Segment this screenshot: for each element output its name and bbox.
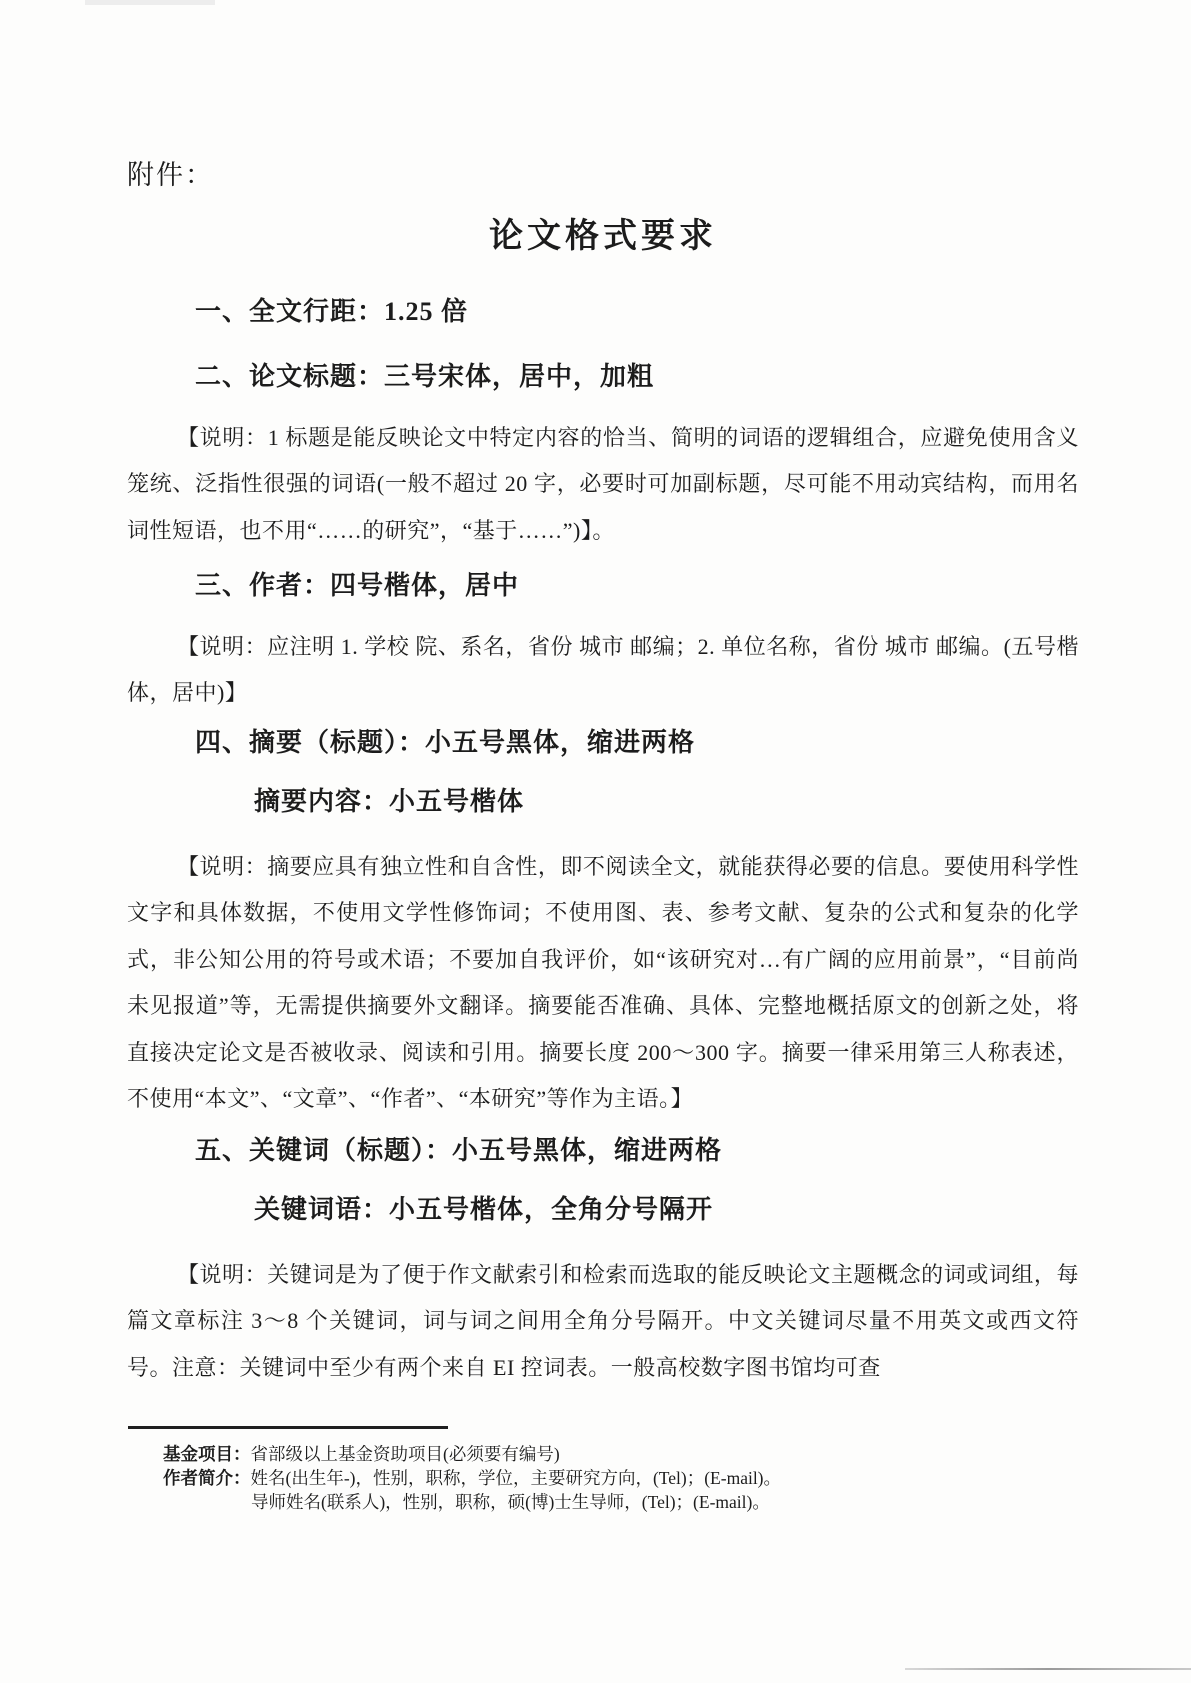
footnote-author-bio-row	[127, 1467, 1079, 1490]
section-1-heading-line-spacing: 一、全文行距：1.25 倍	[195, 297, 469, 326]
footnote-separator	[128, 1426, 448, 1429]
section-2-heading-paper-title: 二、论文标题：三号宋体，居中，加粗	[195, 362, 655, 391]
fund-project-label: 基金项目：	[163, 1444, 251, 1464]
footnote-fund-project-row	[127, 1443, 1079, 1466]
author-bio-text: 姓名(出生年-)，性别，职称，学位，主要研究方向，(Tel)；(E-mail)。	[250, 1468, 782, 1488]
fund-project-text: 省部级以上基金资助项目(必须要有编号)	[250, 1444, 560, 1464]
author-bio-label: 作者简介：	[163, 1468, 251, 1488]
scan-artifact-top	[85, 0, 215, 5]
section-5-note-paragraph: 【说明：关键词是为了便于作文献索引和检索而选取的能反映论文主题概念的词或词组，每篇文章标注 3～8 个关键词，词与词之间用全角分号隔开。中文关键词尽量不用英文或西文符号。注意：关键词中至少有两个来自 EI 控词表。一般高校数字图书馆均可查	[127, 1261, 1079, 1380]
section-4-heading-abstract: 四、摘要（标题）：小五号黑体，缩进两格	[195, 727, 696, 757]
footnote-supervisor-row	[127, 1491, 1079, 1514]
supervisor-text: 导师姓名(联系人)，性别，职称，硕(博)士生导师，(Tel)；(E-mail)。	[251, 1492, 770, 1512]
attachment-label: 附件：	[127, 160, 214, 190]
section-2-note-paragraph: 【说明：1 标题是能反映论文中特定内容的恰当、简明的词语的逻辑组合，应避免使用含义笼统、泛指性很强的词语(一般不超过 20 字，必要时可加副标题，尽可能不用动宾结构，而用名词性短语，也不用“……的研究”，“基于……”)】。	[127, 424, 1079, 543]
section-4-note-paragraph: 【说明：摘要应具有独立性和自含性，即不阅读全文，就能获得必要的信息。要使用科学性文字和具体数据，不使用文学性修饰词；不使用图、表、参考文献、复杂的公式和复杂的化学式，非公知公用的符号或术语；不要加自我评价，如“该研究对…有广阔的应用前景”，“目前尚未见报道”等，无需提供摘要外文翻译。摘要能否准确、具体、完整地概括原文的创新之处，将直接决定论文是否被收录、阅读和引用。摘要长度 200～300 字。摘要一律采用第三人称表述，不使用“本文”、“文章”、“作者”、“本研究”等作为主语。】	[127, 853, 1079, 1112]
footnote-block	[127, 1426, 1079, 1514]
section-5-heading-keywords: 五、关键词（标题）：小五号黑体，缩进两格	[195, 1135, 723, 1165]
section-5-subheading-keywords-content: 关键词语：小五号楷体，全角分号隔开	[254, 1194, 714, 1224]
section-3-note-paragraph: 【说明：应注明 1. 学校 院、系名，省份 城市 邮编；2. 单位名称，省份 城市 邮编。(五号楷体，居中)】	[127, 633, 1079, 706]
section-3-heading-author: 三、作者：四号楷体，居中	[195, 571, 520, 601]
page-title: 论文格式要求	[489, 218, 717, 255]
section-4-subheading-abstract-content: 摘要内容：小五号楷体	[254, 786, 525, 816]
scan-artifact-line	[905, 1668, 1191, 1670]
